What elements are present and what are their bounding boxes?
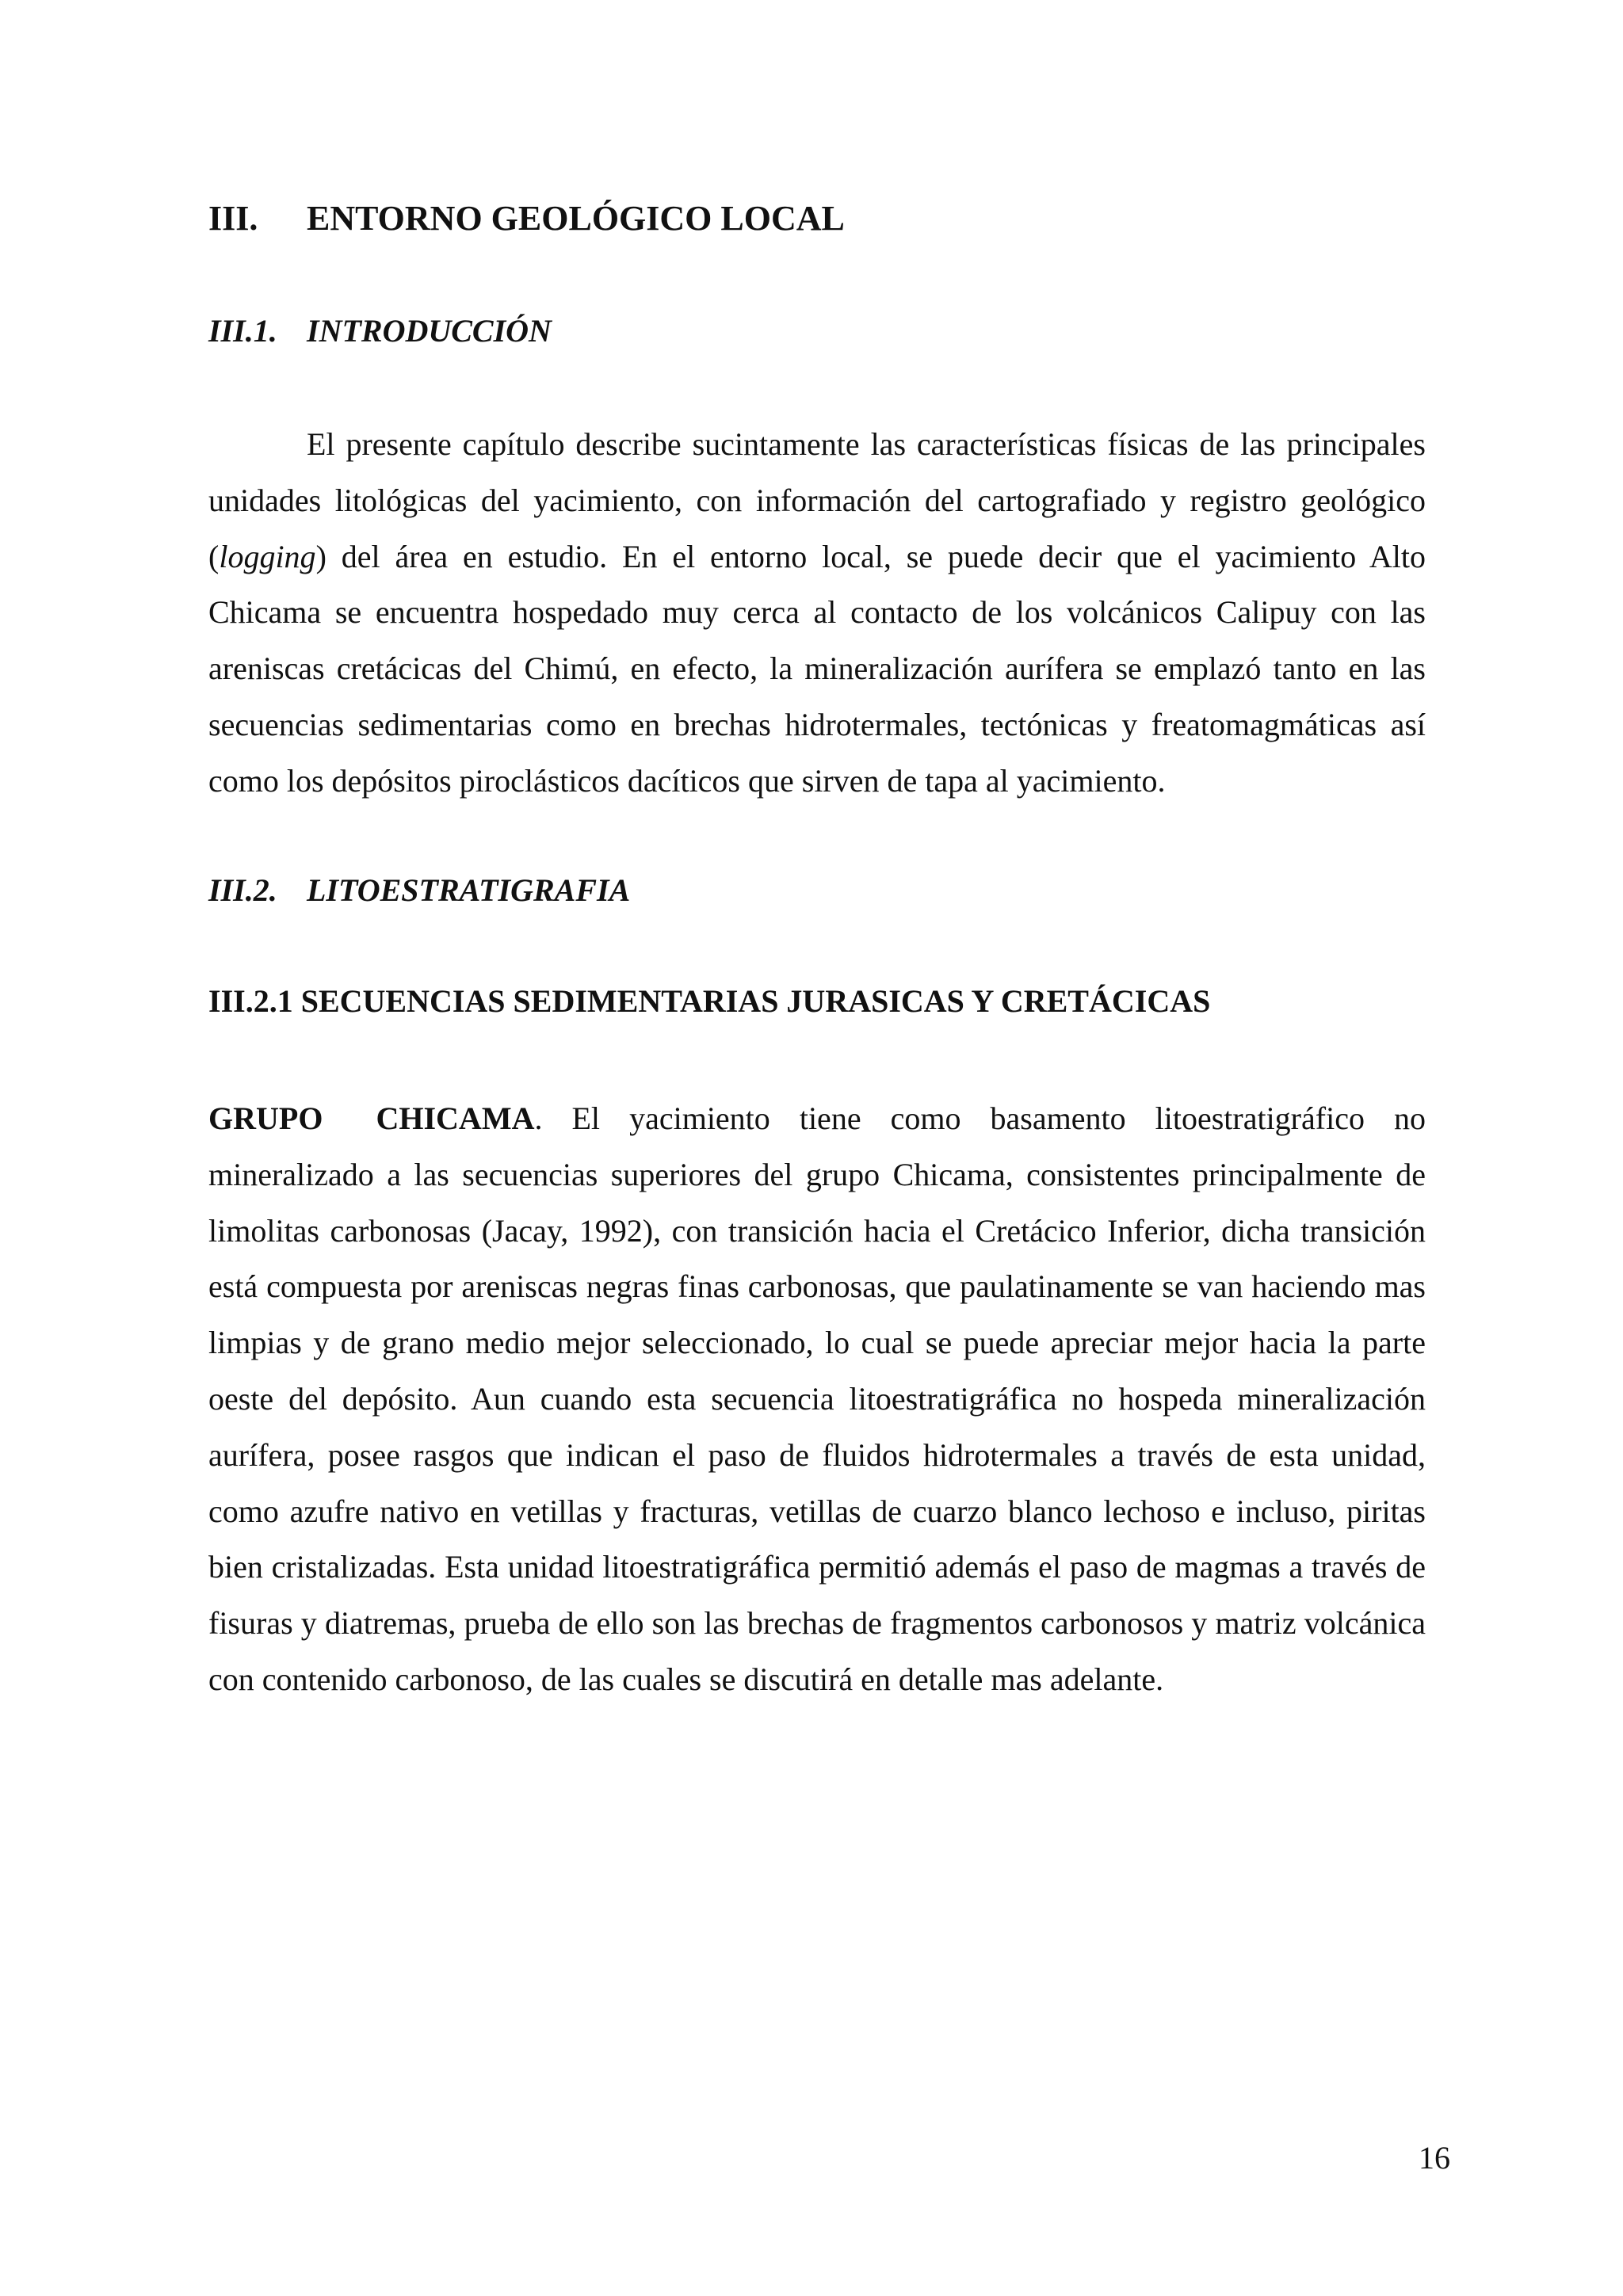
subsection-heading: III.2.1 SECUENCIAS SEDIMENTARIAS JURASICAS Y CRETÁCICAS [208,983,1211,1019]
intro-text-italic: logging [219,538,316,574]
section-title: LITOESTRATIGRAFIA [307,872,631,908]
intro-text-part1: El presente capítulo describe sucintamente las características físicas de las principales unidades litológicas del yacimiento, con información del cartografiado y registro geológico ( [208,426,1426,574]
section-title: INTRODUCCIÓN [307,313,552,349]
grupo-chicama-paragraph [208,1091,1426,1708]
chapter-title: ENTORNO GEOLÓGICO LOCAL [307,199,845,238]
section-heading-litoestratigrafia [208,868,1426,913]
paragraph-lead-term: GRUPO CHICAMA [208,1100,535,1136]
section-number: III.2. [208,872,277,908]
intro-paragraph [208,417,1426,810]
grupo-chicama-text: . El yacimiento tiene como basamento litoestratigráfico no mineralizado a las secuencias superiores del grupo Chicama, consistentes principalmente de limolitas carbonosas (Jacay, 1992), con transición hacia el Cretácico Inferior, dicha transición está compuesta por areniscas negras finas carbonosas, que paulatinamente se van haciendo mas limpias y de grano medio mejor seleccionado, lo cual se puede apreciar mejor hacia la parte oeste del depósito. Aun cuando esta secuencia litoestratigráfica no hospeda mineralización aurífera, posee rasgos que indican el paso de fluidos hidrotermales a través de esta unidad, como azufre nativo en vetillas y fracturas, vetillas de cuarzo blanco lechoso e incluso, piritas bien cristalizadas. Esta unidad litoestratigráfica permitió además el paso de magmas a través de fisuras y diatremas, prueba de ello son las brechas de fragmentos carbonosos y matriz volcánica con contenido carbonoso, de las cuales se discutirá en detalle mas adelante. [208,1100,1426,1697]
section-number: III.1. [208,313,277,349]
section-heading-introduccion [208,309,1426,353]
page-number: 16 [1419,2140,1450,2176]
chapter-number: III. [208,199,258,238]
chapter-heading [208,195,1426,242]
intro-text-part2: ) del área en estudio. En el entorno local, se puede decir que el yacimiento Alto Chicama se encuentra hospedado muy cerca al contacto de los volcánicos Calipuy con las areniscas cretácicas del Chimú, en efecto, la mineralización aurífera se emplazó tanto en las secuencias sedimentarias como en brechas hidrotermales, tectónicas y freatomagmáticas así como los depósitos piroclásticos dacíticos que sirven de tapa al yacimiento. [208,538,1426,799]
